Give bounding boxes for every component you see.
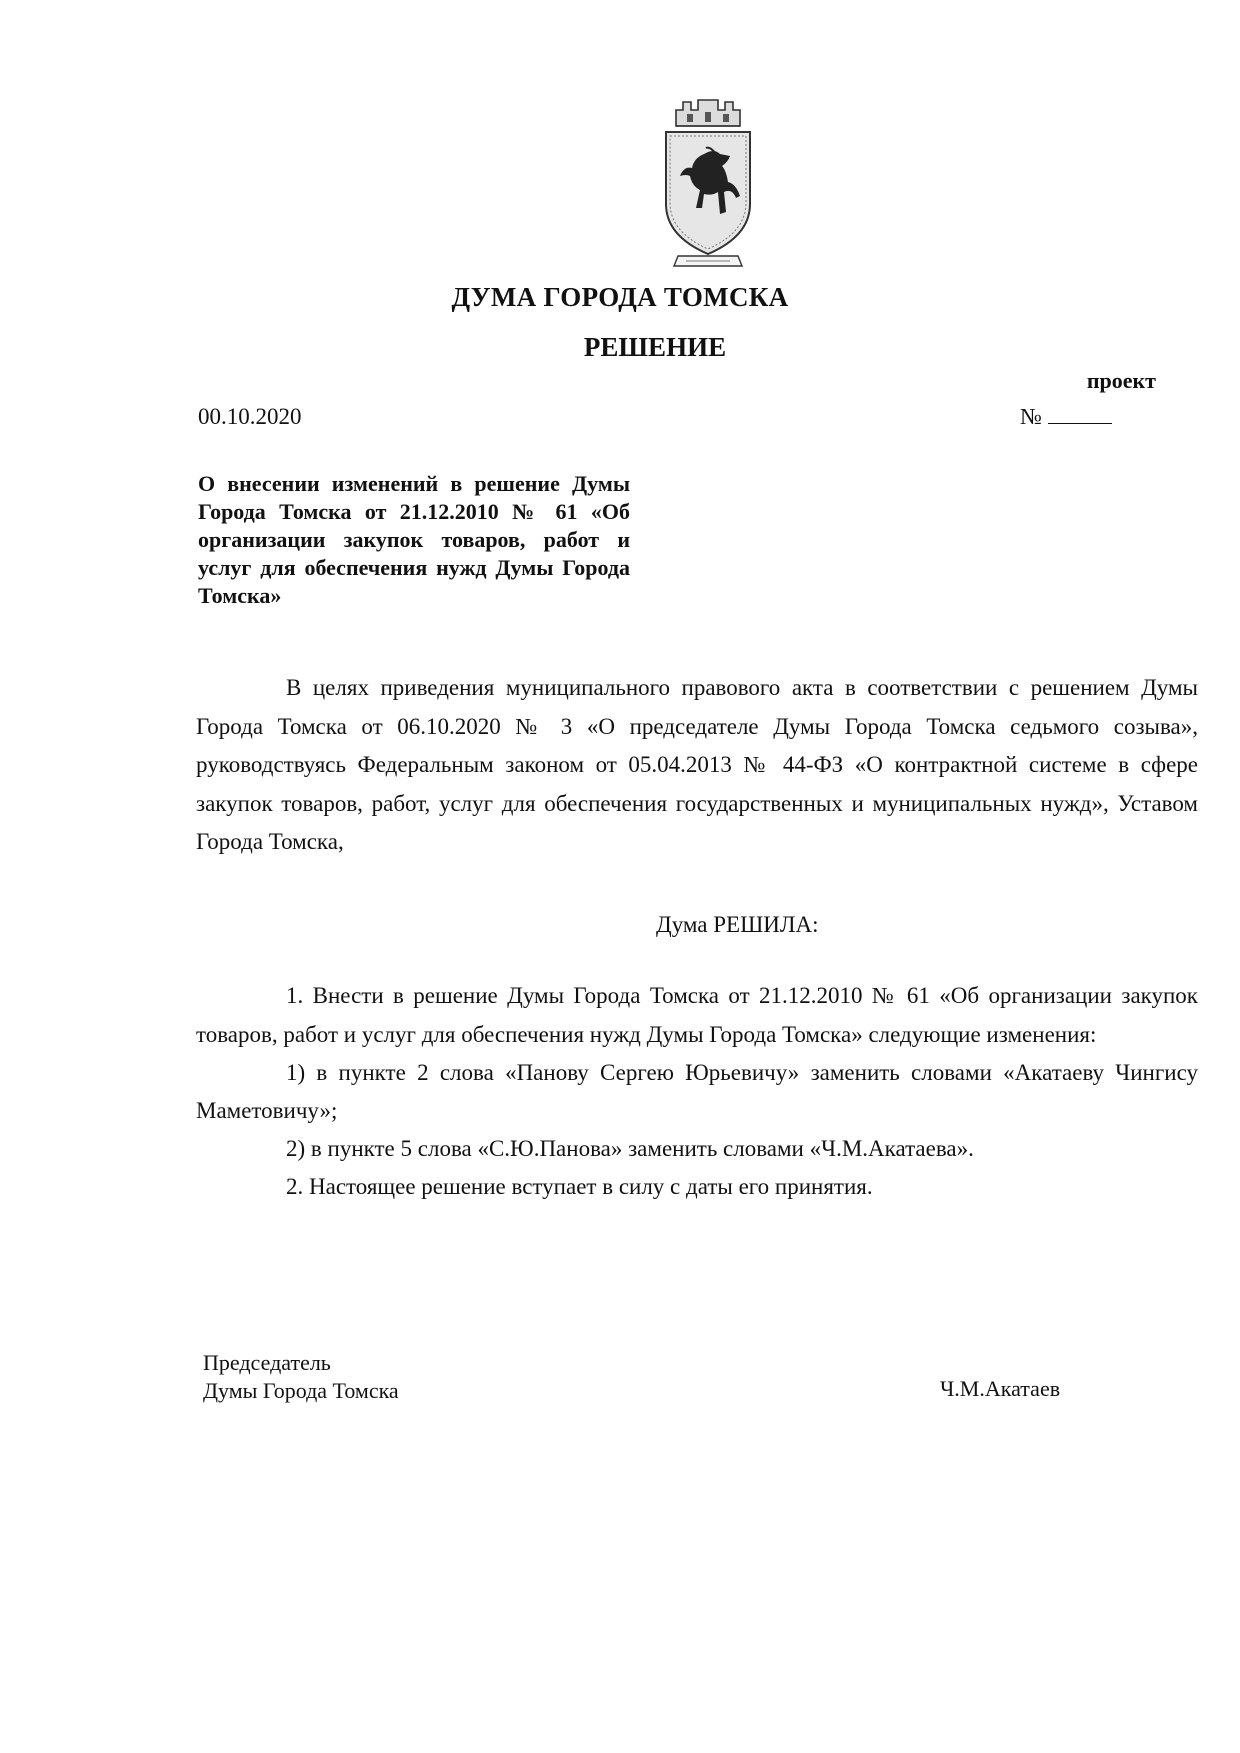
- signatory-position: [203, 1349, 399, 1405]
- signatory-position-line-1: Председатель: [203, 1350, 331, 1375]
- resolution-item-2: 2. Настоящее решение вступает в силу с даты его принятия.: [286, 1174, 873, 1199]
- signatory-position-line-2: Думы Города Томска: [203, 1378, 399, 1403]
- number-sign: №: [1020, 404, 1042, 429]
- preamble-paragraph: В целях приведения муниципального правового акта в соответствии с решением Думы Города Томска от 06.10.2020 № 3 «О председателе Думы Города Томска седьмого созыва», руководствуясь Федеральным законом от 05.04.2013 № 44-ФЗ «О контрактной системе в сфере закупок товаров, работ, услуг для обеспечения государственных и муниципальных нужд», Уставом Города Томска,: [196, 675, 1198, 854]
- document-number: [1020, 404, 1112, 430]
- organization-title: ДУМА ГОРОДА ТОМСКА: [451, 282, 789, 312]
- number-blank-line: [1048, 405, 1112, 424]
- signatory-name: Ч.М.Акатаев: [940, 1376, 1061, 1401]
- resolution-body: [196, 976, 1198, 1206]
- resolution-subitem-2: 2) в пункте 5 слова «С.Ю.Панова» заменить словами «Ч.М.Акатаева».: [286, 1136, 974, 1161]
- document-type-heading: РЕШЕНИЕ: [583, 332, 727, 362]
- resolution-heading: Дума РЕШИЛА:: [656, 912, 819, 937]
- resolution-subitem-1: 1) в пункте 2 слова «Панову Сергею Юрьевичу» заменить словами «Акатаеву Чингису Маметовичу»;: [196, 1060, 1198, 1123]
- tomsk-coat-of-arms-icon: [656, 96, 760, 276]
- document-subject: О внесении изменений в решение Думы Города Томска от 21.12.2010 № 61 «Об организации закупок товаров, работ и услуг для обеспечения нужд Думы Города Томска»: [198, 471, 630, 608]
- resolution-item-1: 1. Внести в решение Думы Города Томска от 21.12.2010 № 61 «Об организации закупок товаров, работ и услуг для обеспечения нужд Думы Города Томска» следующие изменения:: [196, 983, 1198, 1047]
- draft-label: проект: [1086, 368, 1156, 393]
- document-date: 00.10.2020: [198, 404, 302, 429]
